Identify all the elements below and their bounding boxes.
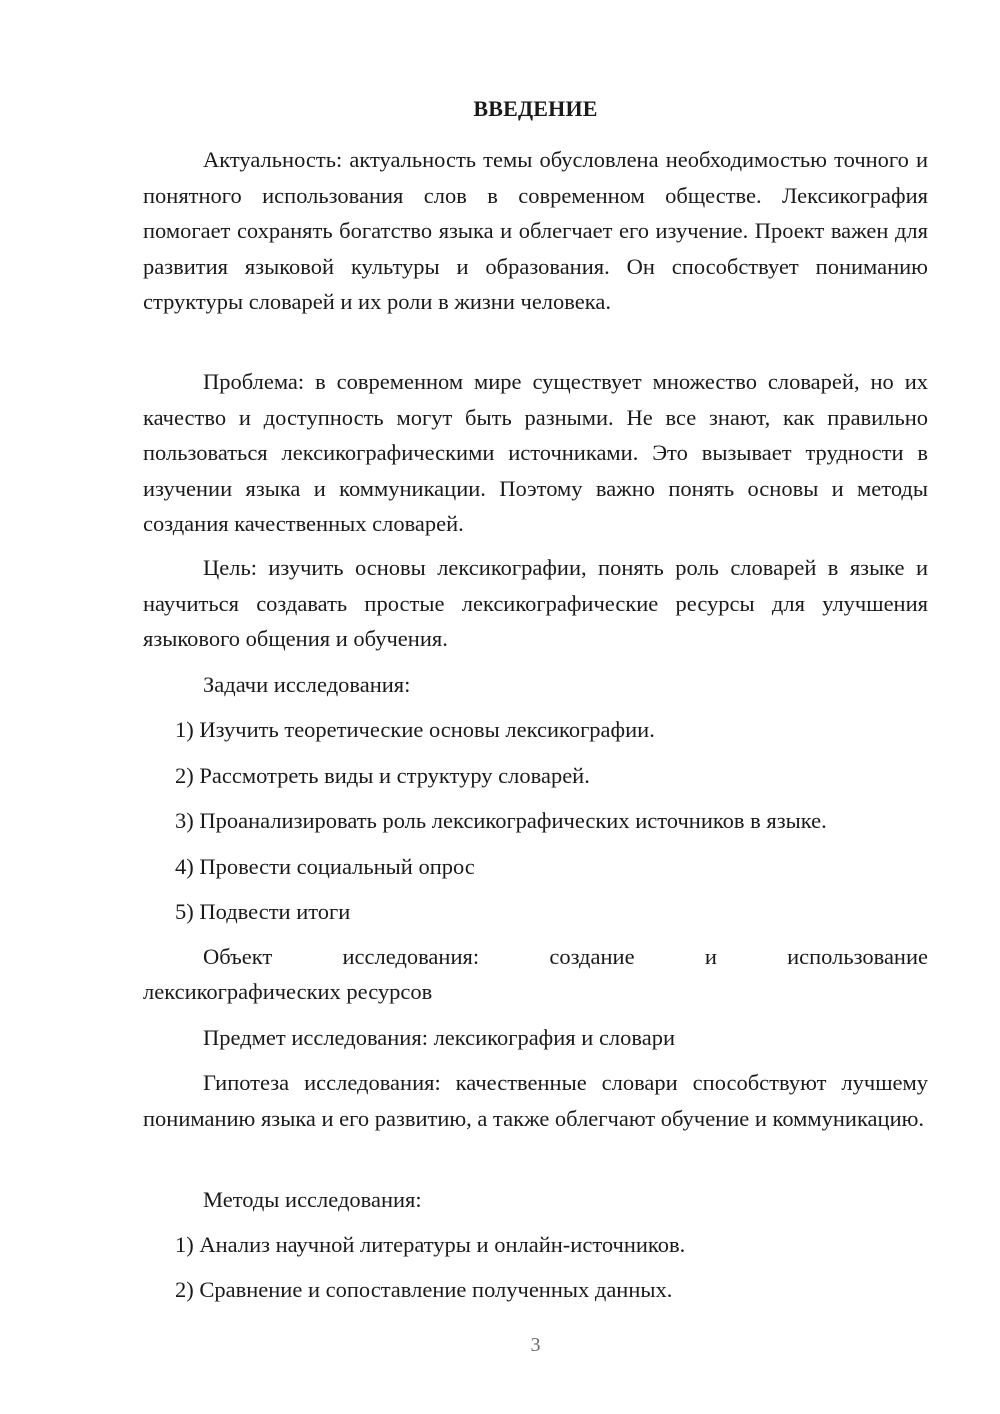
tasks-label: Задачи исследования:	[203, 672, 411, 697]
task-item: 2) Рассмотреть виды и структуру словарей.	[175, 763, 590, 788]
subject-line: Предмет исследования: лексикография и словари	[203, 1025, 676, 1050]
object-word: и	[704, 944, 717, 969]
object-word: создание	[549, 944, 635, 969]
method-item: 1) Анализ научной литературы и онлайн-источников.	[175, 1232, 686, 1257]
object-word: использование	[787, 944, 928, 969]
object-word: исследования:	[342, 944, 480, 969]
goal-paragraph: Цель: изучить основы лексикографии, понять роль словарей в языке и научиться создавать простые лексикографические ресурсы для улучшения языкового общения и обучения.	[143, 555, 928, 651]
page-number: 3	[530, 1334, 541, 1356]
problem-paragraph: Проблема: в современном мире существует множество словарей, но их качество и доступность могут быть разными. Не все знают, как правильно пользоваться лексикографическими источниками. Это вызывает трудности в изучении языка и коммуникации. Поэтому важно понять основы и методы создания качественных словарей.	[143, 369, 928, 536]
task-item: 5) Подвести итоги	[175, 899, 351, 924]
task-item: 4) Провести социальный опрос	[175, 854, 475, 879]
page-title: ВВЕДЕНИЕ	[473, 96, 598, 121]
methods-label: Методы исследования:	[203, 1187, 422, 1212]
task-item: 3) Проанализировать роль лексикографических источников в языке.	[175, 808, 827, 833]
method-item: 2) Сравнение и сопоставление полученных данных.	[175, 1277, 673, 1302]
relevance-paragraph: Актуальность: актуальность темы обусловлена необходимостью точного и понятного использования слов в современном обществе. Лексикография помогает сохранять богатство языка и облегчает его изучение. Проект важен для развития языковой культуры и образования. Он способствует пониманию структуры словарей и их роли в жизни человека.	[143, 147, 928, 314]
task-item: 1) Изучить теоретические основы лексикографии.	[175, 717, 655, 742]
object-continuation: лексикографических ресурсов	[143, 979, 433, 1004]
object-word: Объект	[203, 944, 273, 969]
object-line	[143, 939, 928, 974]
hypothesis-paragraph: Гипотеза исследования: качественные словари способствуют лучшему пониманию языка и его развитию, а также облегчают обучение и коммуникацию.	[143, 1070, 928, 1131]
document-page	[143, 0, 928, 1414]
